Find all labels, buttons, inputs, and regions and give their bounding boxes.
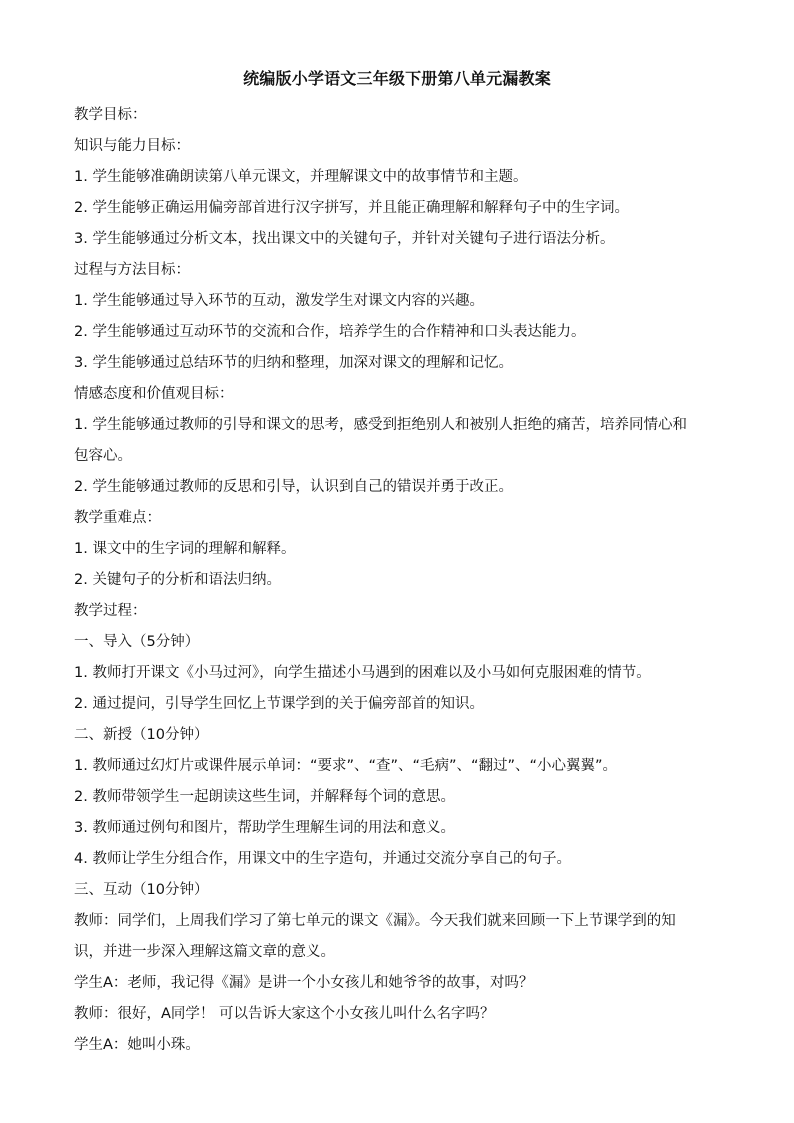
list-item: 1. 学生能够准确朗读第八单元课文，并理解课文中的故事情节和主题。 <box>74 169 528 185</box>
dialogue-line-continuation: 识，并进一步深入理解这篇文章的意义。 <box>74 944 335 960</box>
list-item: 2. 通过提问，引导学生回忆上节课学到的关于偏旁部首的知识。 <box>74 696 484 712</box>
document-title: 统编版小学语文三年级下册第八单元漏教案 <box>243 69 551 88</box>
list-item: 3. 教师通过例句和图片，帮助学生理解生词的用法和意义。 <box>74 820 455 836</box>
subheading-process-method: 过程与方法目标： <box>74 262 190 278</box>
dialogue-line: 教师：很好，A同学！ 可以告诉大家这个小女孩儿叫什么名字吗？ <box>74 1006 495 1022</box>
subheading-knowledge-ability: 知识与能力目标： <box>74 138 190 154</box>
list-item: 1. 学生能够通过导入环节的互动，激发学生对课文内容的兴趣。 <box>74 293 484 309</box>
list-item: 2. 学生能够正确运用偏旁部首进行汉字拼写，并且能正确理解和解释句子中的生字词。 <box>74 200 629 216</box>
section-heading-key-points: 教学重难点： <box>74 510 161 526</box>
section-heading-teaching-process: 教学过程： <box>74 603 147 619</box>
dialogue-line: 学生A：她叫小珠。 <box>74 1037 200 1053</box>
dialogue-line: 学生A：老师，我记得《漏》是讲一个小女孩儿和她爷爷的故事，对吗？ <box>74 975 534 991</box>
list-item: 2. 学生能够通过互动环节的交流和合作，培养学生的合作精神和口头表达能力。 <box>74 324 586 340</box>
list-item: 1. 教师打开课文《小马过河》，向学生描述小马遇到的困难以及小马如何克服困难的情节。 <box>74 665 651 681</box>
dialogue-line: 教师：同学们，上周我们学习了第七单元的课文《漏》。今天我们就来回顾一下上节课学到的知 <box>74 913 676 929</box>
list-item: 2. 教师带领学生一起朗读这些生词，并解释每个词的意思。 <box>74 789 455 805</box>
list-item: 1. 教师通过幻灯片或课件展示单词：“要求”、“查”、“毛病”、“翻过”、“小心翼翼”。 <box>74 758 618 774</box>
list-item: 1. 学生能够通过教师的引导和课文的思考，感受到拒绝别人和被别人拒绝的痛苦，培养同情心和 <box>74 417 687 433</box>
list-item-continuation: 包容心。 <box>74 448 132 464</box>
list-item: 3. 学生能够通过分析文本，找出课文中的关键句子，并针对关键句子进行语法分析。 <box>74 231 615 247</box>
document-body <box>74 100 758 1061</box>
list-item: 2. 学生能够通过教师的反思和引导，认识到自己的错误并勇于改正。 <box>74 479 513 495</box>
subheading-intro: 一、导入（5分钟） <box>74 634 200 650</box>
subheading-interaction: 三、互动（10分钟） <box>74 882 209 898</box>
subheading-new-lesson: 二、新授（10分钟） <box>74 727 209 743</box>
section-heading-teaching-goals: 教学目标： <box>74 107 147 123</box>
list-item: 2. 关键句子的分析和语法归纳。 <box>74 572 281 588</box>
list-item: 3. 学生能够通过总结环节的归纳和整理，加深对课文的理解和记忆。 <box>74 355 513 371</box>
list-item: 4. 教师让学生分组合作，用课文中的生字造句，并通过交流分享自己的句子。 <box>74 851 571 867</box>
list-item: 1. 课文中的生字词的理解和解释。 <box>74 541 296 557</box>
subheading-emotion-values: 情感态度和价值观目标： <box>74 386 234 402</box>
